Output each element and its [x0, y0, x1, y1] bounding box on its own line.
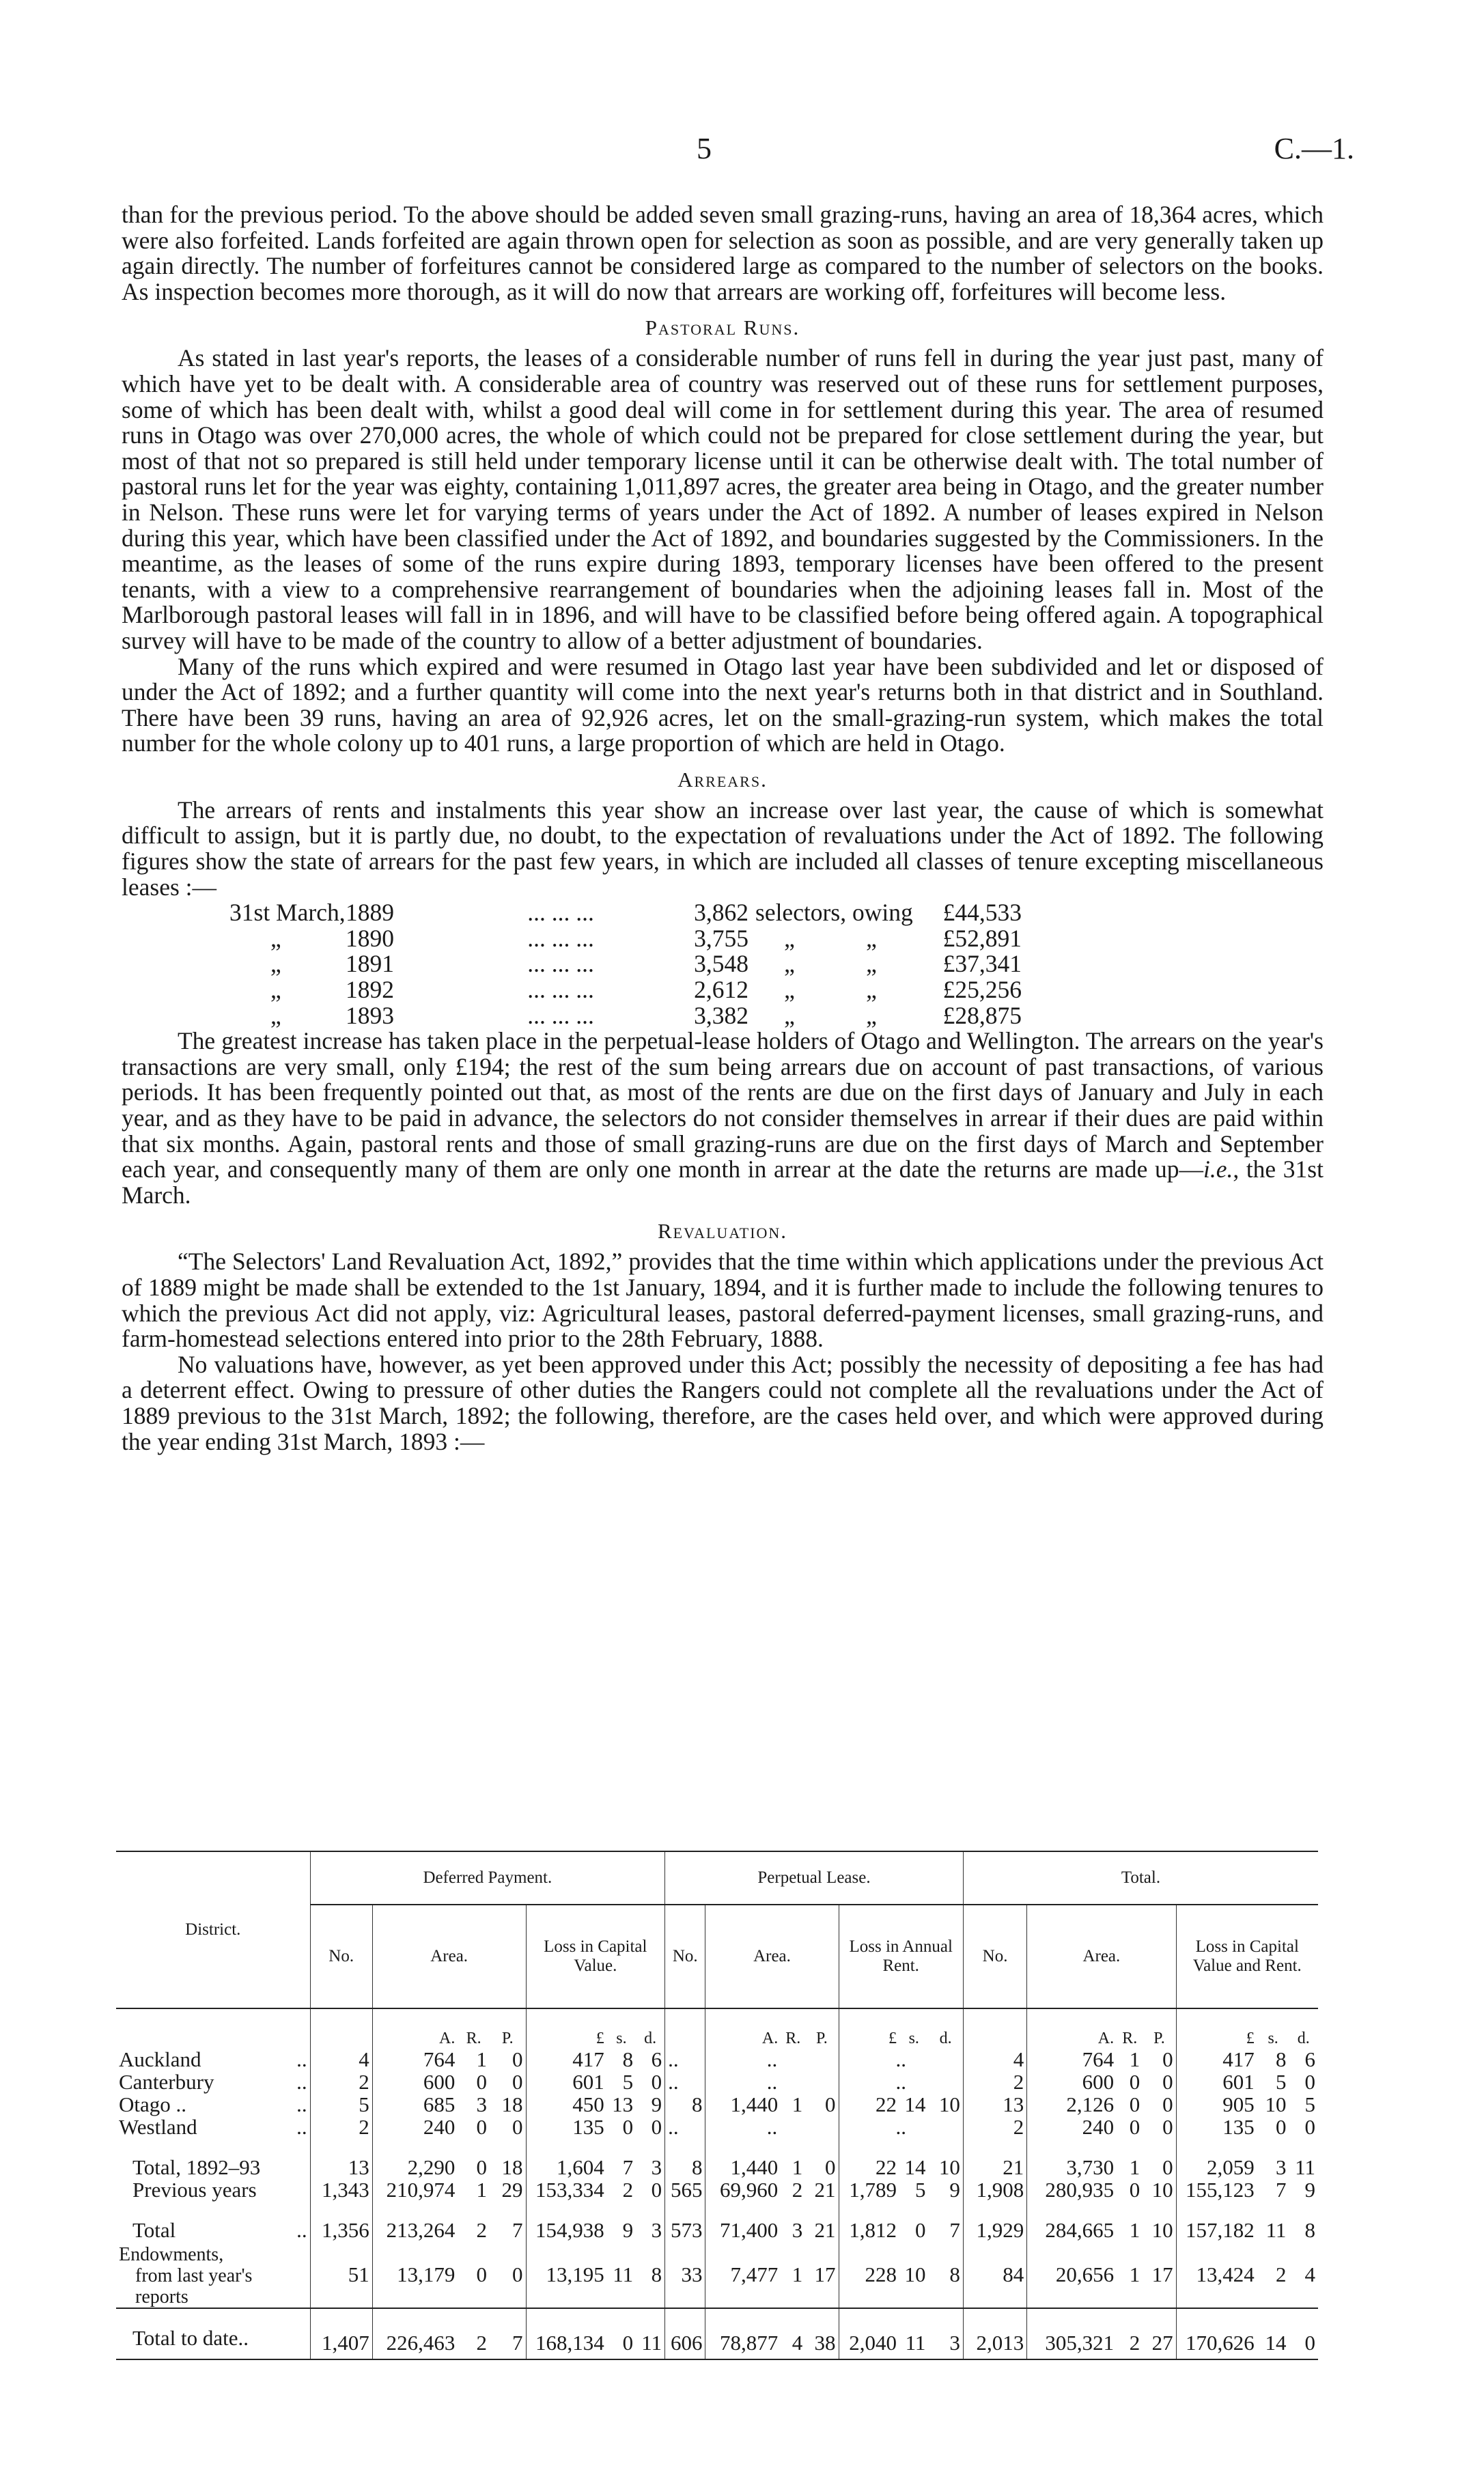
arrears-row: 31st March, 1889 ... ... ... 3,862 selectors, owing £44,533	[229, 899, 1022, 927]
revaluation-paragraph-2: No valuations have, however, as yet been approved under this Act; possibly the necessity of depositing a fee has had a deterrent effect. Owing to pressure of other duties the Rangers could not complete all the revaluations under the Act of 1889 previous to the 31st March, 1892; the following, therefore, are the cases held over, and which were approved during the year ending 31st March, 1893 :—	[122, 1350, 1324, 1455]
col-pl-no: No.	[665, 1905, 705, 2008]
body-text	[122, 202, 1324, 1455]
intro-paragraph: than for the previous period. To the above should be added seven small grazing-runs, having an area of 18,364 acres, which were also forfeited. Lands forfeited are again thrown open for selection as soon as possible, and are very generally taken up again directly. The number of forfeitures cannot be considered large as compared to the number of selectors on the books. As inspection becomes more thorough, as it will do now that arrears are working off, forfeitures will become less.	[122, 201, 1324, 305]
col-t-no: No.	[963, 1905, 1026, 2008]
col-pl-area: Area.	[705, 1905, 839, 2008]
pastoral-paragraph-2: Many of the runs which expired and were resumed in Otago last year have been subdivided and let or disposed of under the Act of 1892; and a further quantity will come into the next year's returns both in that district and in Southland. There have been 39 runs, having an area of 92,926 acres, let on the small-grazing-run system, which makes the total number for the whole colony up to 401 runs, a large proportion of which are held in Otago.	[122, 652, 1324, 757]
group-perpetual-lease: Perpetual Lease.	[665, 1851, 964, 1905]
arrears-paragraph-2: The greatest increase has taken place in the perpetual-lease holders of Otago and Wellington. The arrears on the year's transactions are very small, only £194; the rest of the sum being arrears due on account of past transactions, of various periods. It has been frequently pointed out that, as most of the rents are due on the first days of January and July in each year, and as they have to be paid in advance, the selectors do not consider themselves in arrear if their dues are paid within that six months. Again, pastoral rents and those of small grazing-runs are due on the first days of March and September each year, and consequently many of them are only one month in arrear at the date the returns are made up—i.e., the 31st March.	[122, 1027, 1324, 1209]
col-t-area: Area.	[1027, 1905, 1176, 2008]
document-reference: C.—1.	[1274, 132, 1354, 165]
arrears-row: „ 1891 ... ... ... 3,548 „ „ £37,341	[270, 950, 1022, 978]
section-heading-pastoral: Pastoral Runs.	[645, 315, 800, 340]
table-row-total-1892-93: Total, 1892–93 13 2,290 0 18 1,604 7 3 8 1,440 1 0 22 14 10 21 3,730 1 0 2,059 3 11	[132, 2155, 1315, 2179]
table-row: Westland .. 2 240 0 0 135 0 0 .. .. .. 2 240 0 0 135 0 0	[119, 2115, 1315, 2139]
table-row-total: Total .. 1,356 213,264 2 7 154,938 9 3 573 71,400 3 21 1,812 0 7 1,929 284,665 1 10 157,182 11 8	[132, 2218, 1315, 2242]
table-row-endowments: Endowments, from last year's reports 51 13,179 0 0 13,195 11 8 33 7,477 1 17 228 10 8 84 20,656 1 17 13,424 2 4	[116, 2241, 1318, 2308]
col-pl-loss: Loss in Annual Rent.	[839, 1905, 963, 2008]
revaluation-table	[116, 1851, 1318, 2360]
table-row: Otago .. .. 5 685 3 18 450 13 9 8 1,440 1 0 22 14 10 13 2,126 0 0 905 10 5	[119, 2092, 1315, 2116]
col-dp-no: No.	[310, 1905, 372, 2008]
group-deferred-payment: Deferred Payment.	[310, 1851, 664, 1905]
page-number: 5	[697, 132, 712, 165]
section-heading-revaluation: Revaluation.	[657, 1219, 788, 1244]
arrears-list	[122, 900, 1324, 1028]
section-heading-arrears: Arrears.	[677, 767, 768, 791]
col-dp-loss: Loss in Capital Value.	[526, 1905, 665, 2008]
table-row-total-to-date: Total to date.. 1,407 226,463 2 7 168,134 0 11 606 78,877 4 38 2,040 11 3 2,013 305,321 2 27 170,626 14 0	[116, 2327, 1318, 2359]
col-t-loss: Loss in Capital Value and Rent.	[1176, 1905, 1318, 2008]
group-total: Total.	[963, 1851, 1318, 1905]
arrears-paragraph-1: The arrears of rents and instalments this year show an increase over last year, the cause of which is somewhat difficult to assign, but it is partly due, no doubt, to the expectation of revaluations under the Act of 1892. The following figures show the state of arrears for the past few years, in which are included all classes of tenure excepting miscellaneous leases :—	[122, 796, 1324, 901]
col-dp-area: Area.	[372, 1905, 526, 2008]
table-row: Canterbury .. 2 600 0 0 601 5 0 .. .. .. 2 600 0 0 601 5 0	[119, 2070, 1315, 2094]
table-row: Auckland .. 4 764 1 0 417 8 6 .. .. .. 4 764 1 0 417 8 6	[119, 2047, 1315, 2071]
arrears-row: „ 1890 ... ... ... 3,755 „ „ £52,891	[270, 924, 1022, 952]
units-row: A. R. P. £ s. d. A. R. P. £ s. d. A. R. P. £ s. d.	[116, 2008, 1318, 2048]
arrears-row: „ 1892 ... ... ... 2,612 „ „ £25,256	[270, 976, 1022, 1004]
col-district: District.	[116, 1851, 310, 2008]
page-header	[0, 131, 1484, 179]
arrears-row: „ 1893 ... ... ... 3,382 „ „ £28,875	[270, 1001, 1022, 1029]
table-group-header	[116, 1851, 1318, 1905]
table-row-previous-years: Previous years 1,343 210,974 1 29 153,334 2 0 565 69,960 2 21 1,789 5 9 1,908 280,935 0 10 155,123 7 9	[132, 2178, 1315, 2202]
revaluation-paragraph-1: “The Selectors' Land Revaluation Act, 1892,” provides that the time within which applications under the previous Act of 1889 might be made shall be extended to the 1st January, 1894, and it is further made to include the following tenures to which the previous Act did not apply, viz: Agricultural leases, pastoral deferred-payment licenses, small grazing-runs, and farm-homestead selections entered into prior to the 28th February, 1888.	[122, 1248, 1324, 1353]
pastoral-paragraph-1: As stated in last year's reports, the leases of a considerable number of runs fell in during the year just past, many of which have yet to be dealt with. A considerable area of country was reserved out of these runs for settlement purposes, some of which has been dealt with, whilst a good deal will come in for settlement during this year. The area of resumed runs in Otago was over 270,000 acres, the whole of which could not be prepared for close settlement during the year, but most of that not so prepared is still held under temporary license until it can be otherwise dealt with. The total number of pastoral runs let for the year was eighty, containing 1,011,897 acres, the greater area being in Otago, and the greater number in Nelson. These runs were let for varying terms of years under the Act of 1892. A number of leases expired in Nelson during this year, which have been classified under the Act of 1892, and boundaries suggested by the Commissioners. In the meantime, as the leases of some of the runs expire during 1893, temporary licenses have been offered to the present tenants, with a view to a comprehensive rearrangement of boundaries when the adjoining leases fall in. Most of the Marlborough pastoral leases will fall in in 1896, and will have to be classified before being offered again. A topographical survey will have to be made of the country to allow of a better adjustment of boundaries.	[122, 344, 1324, 654]
